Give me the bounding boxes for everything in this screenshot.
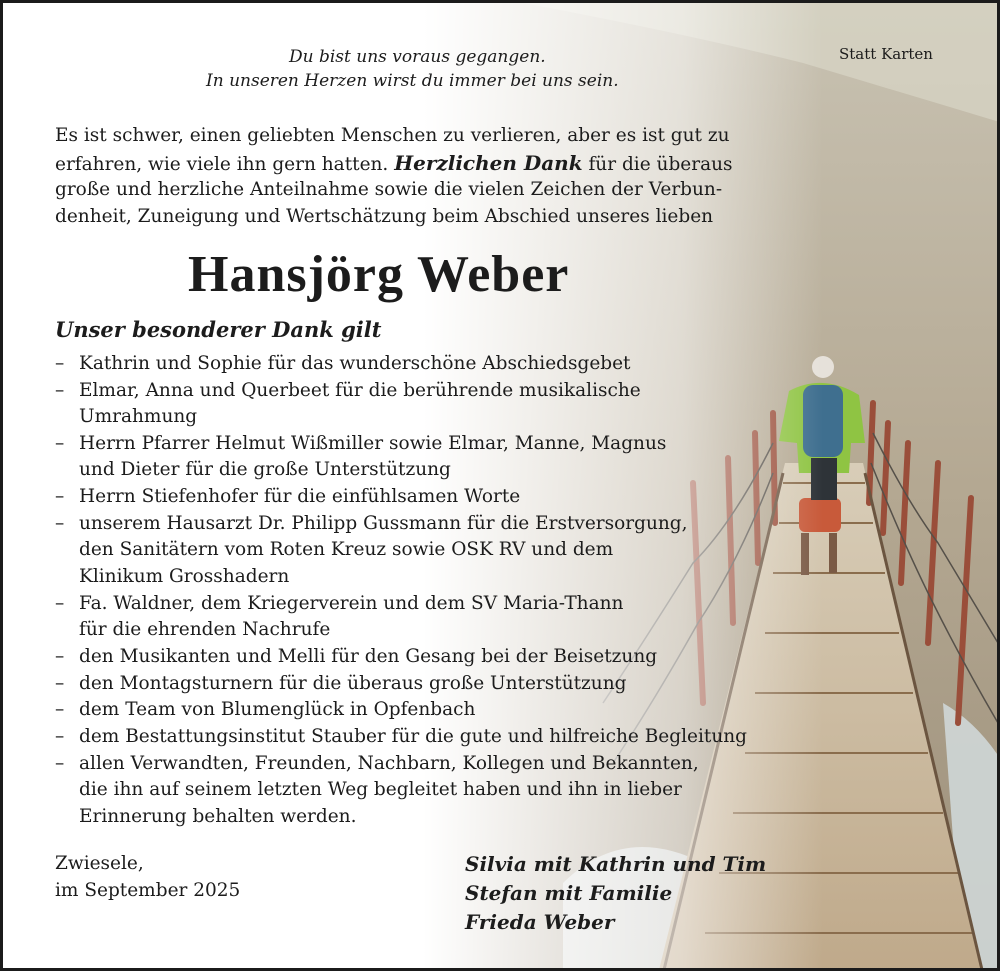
motto-line-2: In unseren Herzen wirst du immer bei uns sein. <box>206 71 619 91</box>
list-item-line: Herrn Pfarrer Helmut Wißmiller sowie Elmar, Manne, Magnus <box>79 433 667 454</box>
list-dash: – <box>55 486 65 507</box>
list-item-line: dem Team von Blumenglück in Opfenbach <box>79 699 476 720</box>
list-dash: – <box>55 380 65 401</box>
intro-line-3: große und herzliche Anteilnahme sowie die vielen Zeichen der Verbun- <box>55 179 723 200</box>
list-item-line: Fa. Waldner, dem Kriegerverein und dem SV Maria-Thann <box>79 593 624 614</box>
statt-karten-label: Statt Karten <box>839 45 933 63</box>
intro-line-2-start: erfahren, wie viele ihn gern hatten. <box>55 154 389 175</box>
list-item-line: Kathrin und Sophie für das wunderschöne Abschiedsgebet <box>79 353 631 374</box>
list-item-line: Umrahmung <box>79 406 198 427</box>
list-dash: – <box>55 673 65 694</box>
herzlichen-dank-highlight: Herzlichen Dank <box>394 151 583 175</box>
list-dash: – <box>55 726 65 747</box>
signature-line: Frieda Weber <box>465 910 615 934</box>
list-item-line: dem Bestattungsinstitut Stauber für die gute und hilfreiche Begleitung <box>79 726 747 747</box>
signature-line: Stefan mit Familie <box>465 881 673 905</box>
list-item-line: den Musikanten und Melli für den Gesang bei der Beisetzung <box>79 646 658 667</box>
list-item-line: unserem Hausarzt Dr. Philipp Gussmann für die Erstversorgung, <box>79 513 688 534</box>
list-item-line: Elmar, Anna und Querbeet für die berührende musikalische <box>79 380 641 401</box>
list-item-line: Klinikum Grosshadern <box>79 566 290 587</box>
list-dash: – <box>55 753 65 774</box>
list-item-line: die ihn auf seinem letzten Weg begleitet haben und ihn in lieber <box>79 779 682 800</box>
list-item-line: für die ehrenden Nachrufe <box>79 619 331 640</box>
date: im September 2025 <box>55 880 241 901</box>
list-item-line: den Montagsturnern für die überaus große Unterstützung <box>79 673 627 694</box>
intro-line-4: denheit, Zuneigung und Wertschätzung beim Abschied unseres lieben <box>55 206 714 227</box>
list-dash: – <box>55 646 65 667</box>
signature-line: Silvia mit Kathrin und Tim <box>465 852 767 876</box>
list-item-line: den Sanitätern vom Roten Kreuz sowie OSK RV und dem <box>79 539 614 560</box>
thanks-heading: Unser besonderer Dank gilt <box>55 317 382 342</box>
list-item-line: Herrn Stiefenhofer für die einfühlsamen Worte <box>79 486 521 507</box>
list-item-line: allen Verwandten, Freunden, Nachbarn, Kollegen und Bekannten, <box>79 753 699 774</box>
list-dash: – <box>55 699 65 720</box>
motto-line-1: Du bist uns voraus gegangen. <box>289 47 546 67</box>
intro-line-2 <box>55 151 733 175</box>
intro-line-1: Es ist schwer, einen geliebten Menschen zu verlieren, aber es ist gut zu <box>55 125 730 146</box>
deceased-name: Hansjörg Weber <box>188 246 570 303</box>
list-dash: – <box>55 593 65 614</box>
list-dash: – <box>55 353 65 374</box>
list-dash: – <box>55 513 65 534</box>
list-item-line: Erinnerung behalten werden. <box>79 806 357 827</box>
place: Zwiesele, <box>55 853 144 874</box>
intro-line-2-end: für die überaus <box>588 154 733 175</box>
list-item-line: und Dieter für die große Unterstützung <box>79 459 451 480</box>
list-dash: – <box>55 433 65 454</box>
